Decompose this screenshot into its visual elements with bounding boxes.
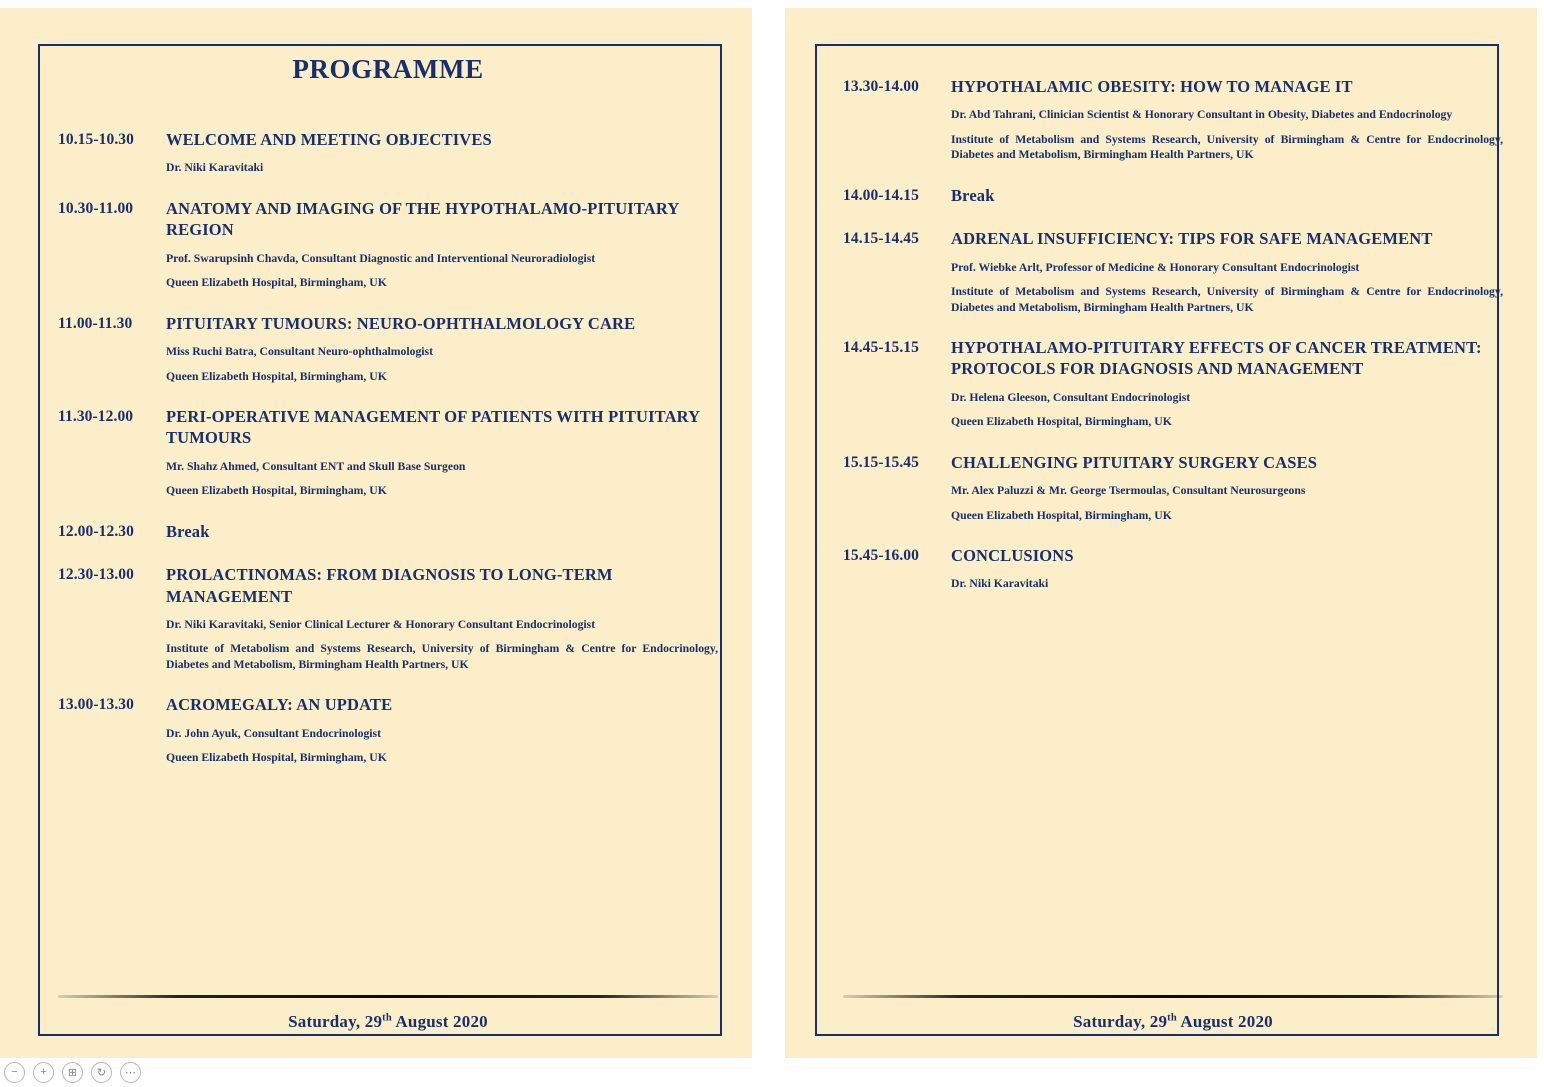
session-body (951, 76, 1503, 163)
footer-date (843, 1012, 1503, 1038)
fit-page-icon[interactable]: ⊞ (62, 1062, 83, 1083)
session-speaker: Miss Ruchi Batra, Consultant Neuro-ophthalmologist (166, 345, 433, 359)
session-affiliation: Institute of Metabolism and Systems Research, University of Birmingham & Centre for Endocrinology, Diabetes and Metabolism, Birmingham Health Partners, UK (951, 132, 1503, 162)
session-affiliation: Queen Elizabeth Hospital, Birmingham, UK (166, 369, 387, 383)
session-list-page-1 (58, 129, 718, 766)
session-affiliation: Queen Elizabeth Hospital, Birmingham, UK (951, 415, 1172, 429)
session-speaker: Prof. Wiebke Arlt, Professor of Medicine & Honorary Consultant Endocrinologist (951, 260, 1360, 274)
session-item (843, 452, 1503, 523)
session-item (58, 694, 718, 765)
page-2-content (785, 8, 1537, 1058)
footer-date-suffix: August 2020 (1176, 1012, 1273, 1031)
session-item (58, 406, 718, 499)
rotate-icon[interactable]: ↻ (91, 1062, 112, 1083)
session-item (58, 313, 718, 384)
session-item-break (58, 521, 718, 542)
footer-date-prefix: Saturday, 29 (1073, 1012, 1168, 1031)
session-time: 15.45-16.00 (843, 547, 920, 564)
session-speaker: Dr. Niki Karavitaki (951, 577, 1049, 591)
session-title: ADRENAL INSUFFICIENCY: TIPS FOR SAFE MANAGEMENT (951, 229, 1433, 249)
session-speaker: Mr. Shahz Ahmed, Consultant ENT and Skull Base Surgeon (166, 459, 466, 473)
session-title: ANATOMY AND IMAGING OF THE HYPOTHALAMO-PITUITARY REGION (166, 198, 679, 240)
more-icon[interactable]: ⋯ (120, 1062, 141, 1083)
session-body (166, 564, 718, 672)
session-item (58, 198, 718, 291)
session-body (951, 545, 1503, 592)
session-time: 13.30-14.00 (843, 78, 920, 95)
page-2-footer (843, 995, 1503, 1038)
session-body (166, 406, 718, 499)
zoom-out-icon[interactable]: − (4, 1062, 25, 1083)
document-page-2 (785, 8, 1537, 1058)
page-2-top-spacer (843, 32, 1503, 76)
session-body (166, 694, 718, 765)
session-affiliation: Queen Elizabeth Hospital, Birmingham, UK (166, 751, 387, 765)
session-title: Break (166, 521, 210, 541)
session-title: WELCOME AND MEETING OBJECTIVES (166, 130, 492, 149)
session-title: CONCLUSIONS (951, 546, 1074, 565)
session-time: 12.00-12.30 (58, 522, 135, 540)
session-body (166, 521, 718, 542)
session-affiliation: Institute of Metabolism and Systems Research, University of Birmingham & Centre for Endocrinology, Diabetes and Metabolism, Birmingham Health Partners, UK (951, 285, 1503, 314)
session-time: 14.00-14.15 (843, 186, 920, 204)
session-affiliation: Queen Elizabeth Hospital, Birmingham, UK (166, 484, 387, 498)
footer-date (58, 1012, 718, 1038)
session-body (166, 313, 718, 384)
session-time: 10.30-11.00 (58, 199, 134, 217)
session-body (951, 452, 1503, 523)
footer-date-ordinal: th (1167, 1012, 1177, 1024)
session-speaker: Dr. Abd Tahrani, Clinician Scientist & Honorary Consultant in Obesity, Diabetes and Endocrinology (951, 108, 1453, 122)
session-speaker: Prof. Swarupsinh Chavda, Consultant Diagnostic and Interventional Neuroradiologist (166, 251, 596, 265)
footer-date-prefix: Saturday, 29 (288, 1012, 383, 1031)
document-page-1 (0, 8, 752, 1058)
zoom-in-icon[interactable]: + (33, 1062, 54, 1083)
session-time: 15.15-15.45 (843, 453, 920, 471)
session-title: HYPOTHALAMO-PITUITARY EFFECTS OF CANCER TREATMENT: PROTOCOLS FOR DIAGNOSIS AND MANAGEMENT (951, 337, 1482, 379)
session-body (166, 129, 718, 176)
session-time: 12.30-13.00 (58, 566, 135, 584)
session-list-page-2 (843, 76, 1503, 592)
footer-divider (843, 995, 1503, 998)
session-speaker: Dr. Niki Karavitaki, Senior Clinical Lecturer & Honorary Consultant Endocrinologist (166, 618, 596, 631)
page-1-footer (58, 995, 718, 1038)
session-time: 14.45-15.15 (843, 338, 920, 356)
page-1-content (0, 8, 752, 1058)
footer-divider (58, 995, 718, 998)
session-speaker: Mr. Alex Paluzzi & Mr. George Tsermoulas, Consultant Neurosurgeons (951, 484, 1306, 498)
session-body (951, 228, 1503, 315)
session-time: 11.30-12.00 (58, 407, 134, 425)
session-item (843, 337, 1503, 430)
footer-date-ordinal: th (382, 1012, 392, 1024)
session-affiliation: Queen Elizabeth Hospital, Birmingham, UK (951, 508, 1172, 522)
session-body (951, 185, 1503, 206)
session-time: 13.00-13.30 (58, 696, 135, 714)
session-item (58, 564, 718, 672)
session-title: PERI-OPERATIVE MANAGEMENT OF PATIENTS WITH PITUITARY TUMOURS (166, 406, 700, 448)
footer-date-suffix: August 2020 (391, 1012, 488, 1031)
session-item-break (843, 185, 1503, 206)
session-speaker: Dr. Niki Karavitaki (166, 161, 264, 175)
session-time: 14.15-14.45 (843, 230, 920, 248)
viewer-toolbar (0, 1057, 240, 1087)
session-speaker: Dr. John Ayuk, Consultant Endocrinologist (166, 726, 381, 740)
session-item (843, 76, 1503, 163)
session-body (951, 337, 1503, 430)
session-title: Break (951, 185, 995, 205)
session-body (166, 198, 718, 291)
session-title: CHALLENGING PITUITARY SURGERY CASES (951, 452, 1318, 472)
session-item (843, 228, 1503, 315)
session-title: PROLACTINOMAS: FROM DIAGNOSIS TO LONG-TERM MANAGEMENT (166, 565, 613, 606)
session-affiliation: Queen Elizabeth Hospital, Birmingham, UK (166, 276, 387, 290)
session-affiliation: Institute of Metabolism and Systems Research, University of Birmingham & Centre for Endocrinology, Diabetes and Metabolism, Birmingham Health Partners, UK (166, 642, 718, 671)
session-time: 11.00-11.30 (58, 314, 133, 332)
session-title: PITUITARY TUMOURS: NEURO-OPHTHALMOLOGY CARE (166, 313, 636, 333)
session-item (58, 129, 718, 176)
page-title: PROGRAMME (292, 54, 484, 84)
session-item (843, 545, 1503, 592)
session-title: HYPOTHALAMIC OBESITY: HOW TO MANAGE IT (951, 77, 1353, 96)
session-speaker: Dr. Helena Gleeson, Consultant Endocrinologist (951, 390, 1191, 404)
session-title: ACROMEGALY: AN UPDATE (166, 695, 393, 715)
session-time: 10.15-10.30 (58, 131, 135, 148)
